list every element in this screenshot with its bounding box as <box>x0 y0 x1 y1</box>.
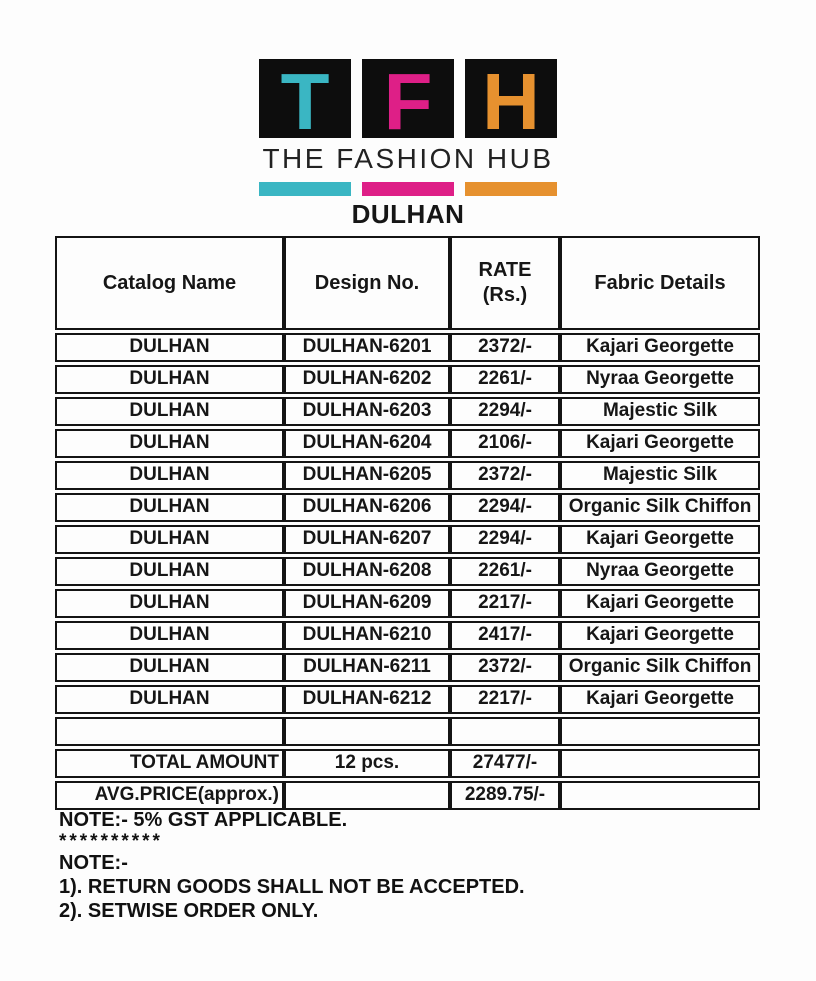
empty-cell <box>560 717 760 746</box>
catalog-cell: DULHAN <box>55 653 284 682</box>
catalog-cell: DULHAN <box>55 589 284 618</box>
avg-price-label: AVG.PRICE(approx.) <box>55 781 284 810</box>
total-rate-cell: 27477/- <box>450 749 560 778</box>
design-cell: DULHAN-6207 <box>284 525 450 554</box>
footer-notes <box>59 808 525 923</box>
design-cell: DULHAN-6208 <box>284 557 450 586</box>
catalog-cell: DULHAN <box>55 493 284 522</box>
brand-name: THE FASHION HUB <box>262 143 554 174</box>
total-qty-cell: 12 pcs. <box>284 749 450 778</box>
logo-letter-h: H <box>482 56 540 146</box>
empty-cell <box>560 781 760 810</box>
avg-rate-cell: 2289.75/- <box>450 781 560 810</box>
design-cell: DULHAN-6210 <box>284 621 450 650</box>
table-row <box>55 589 760 618</box>
rate-cell: 2294/- <box>450 493 560 522</box>
table-row <box>55 525 760 554</box>
empty-cell <box>55 717 284 746</box>
empty-cell <box>450 717 560 746</box>
rate-cell: 2106/- <box>450 429 560 458</box>
catalog-cell: DULHAN <box>55 429 284 458</box>
rate-cell: 2217/- <box>450 685 560 714</box>
note-item-2: 2). SETWISE ORDER ONLY. <box>59 900 319 922</box>
empty-spacer-row <box>55 717 760 746</box>
design-cell: DULHAN-6205 <box>284 461 450 490</box>
brand-bar-teal <box>259 182 351 196</box>
logo-letter-f: F <box>383 56 433 146</box>
rate-cell: 2417/- <box>450 621 560 650</box>
header-row <box>55 236 760 330</box>
catalog-cell: DULHAN <box>55 621 284 650</box>
rate-cell: 2372/- <box>450 461 560 490</box>
table-row <box>55 397 760 426</box>
header-fabric-details: Fabric Details <box>560 236 760 330</box>
logo-square-h <box>465 56 557 146</box>
catalog-title: DULHAN <box>351 199 465 229</box>
price-table-wrapper <box>55 233 760 813</box>
header-design-no: Design No. <box>284 236 450 330</box>
fabric-cell: Majestic Silk <box>560 461 760 490</box>
fabric-cell: Kajari Georgette <box>560 589 760 618</box>
note-item-1: 1). RETURN GOODS SHALL NOT BE ACCEPTED. <box>59 876 525 898</box>
brand-bar-pink <box>362 182 454 196</box>
fabric-cell: Kajari Georgette <box>560 685 760 714</box>
table-row <box>55 461 760 490</box>
fabric-cell: Organic Silk Chiffon <box>560 493 760 522</box>
total-amount-row <box>55 749 760 778</box>
design-cell: DULHAN-6211 <box>284 653 450 682</box>
fabric-cell: Majestic Silk <box>560 397 760 426</box>
avg-price-row <box>55 781 760 810</box>
price-table <box>55 233 760 813</box>
rate-cell: 2294/- <box>450 525 560 554</box>
design-cell: DULHAN-6206 <box>284 493 450 522</box>
note-gst: NOTE:- 5% GST APPLICABLE. <box>59 809 348 831</box>
rate-cell: 2217/- <box>450 589 560 618</box>
design-cell: DULHAN-6204 <box>284 429 450 458</box>
fabric-cell: Kajari Georgette <box>560 333 760 362</box>
fabric-cell: Kajari Georgette <box>560 429 760 458</box>
table-row <box>55 621 760 650</box>
table-row <box>55 653 760 682</box>
fabric-cell: Nyraa Georgette <box>560 365 760 394</box>
note-label: NOTE:- <box>59 852 128 874</box>
empty-cell <box>284 717 450 746</box>
logo-letter-t: T <box>280 56 330 146</box>
logo-square-t <box>259 56 351 146</box>
design-cell: DULHAN-6209 <box>284 589 450 618</box>
table-row <box>55 685 760 714</box>
catalog-cell: DULHAN <box>55 525 284 554</box>
price-table-body <box>55 333 760 810</box>
empty-cell <box>560 749 760 778</box>
logo-square-f <box>362 56 454 146</box>
fabric-cell: Nyraa Georgette <box>560 557 760 586</box>
design-cell: DULHAN-6212 <box>284 685 450 714</box>
catalog-cell: DULHAN <box>55 365 284 394</box>
table-row <box>55 333 760 362</box>
table-row <box>55 557 760 586</box>
fabric-cell: Organic Silk Chiffon <box>560 653 760 682</box>
catalog-cell: DULHAN <box>55 461 284 490</box>
table-row <box>55 429 760 458</box>
fabric-cell: Kajari Georgette <box>560 621 760 650</box>
rate-cell: 2372/- <box>450 653 560 682</box>
catalog-cell: DULHAN <box>55 685 284 714</box>
rate-cell: 2261/- <box>450 557 560 586</box>
header-rate-line2: (Rs.) <box>482 284 528 306</box>
rate-cell: 2261/- <box>450 365 560 394</box>
header-catalog-name: Catalog Name <box>55 236 284 330</box>
brand-bar-orange <box>465 182 557 196</box>
total-amount-label: TOTAL AMOUNT <box>55 749 284 778</box>
price-table-header <box>55 236 760 330</box>
logo-letter-squares <box>259 56 557 146</box>
design-cell: DULHAN-6201 <box>284 333 450 362</box>
design-cell: DULHAN-6203 <box>284 397 450 426</box>
design-cell: DULHAN-6202 <box>284 365 450 394</box>
fabric-cell: Kajari Georgette <box>560 525 760 554</box>
rate-cell: 2294/- <box>450 397 560 426</box>
table-row <box>55 493 760 522</box>
empty-cell <box>284 781 450 810</box>
header-rate <box>450 236 560 330</box>
rate-cell: 2372/- <box>450 333 560 362</box>
catalog-cell: DULHAN <box>55 333 284 362</box>
note-separator-stars: ********** <box>59 831 163 852</box>
table-row <box>55 365 760 394</box>
header-rate-line1: RATE <box>478 259 532 281</box>
brand-underline-bars <box>259 182 557 196</box>
catalog-cell: DULHAN <box>55 557 284 586</box>
catalog-cell: DULHAN <box>55 397 284 426</box>
brand-logo <box>0 56 816 196</box>
